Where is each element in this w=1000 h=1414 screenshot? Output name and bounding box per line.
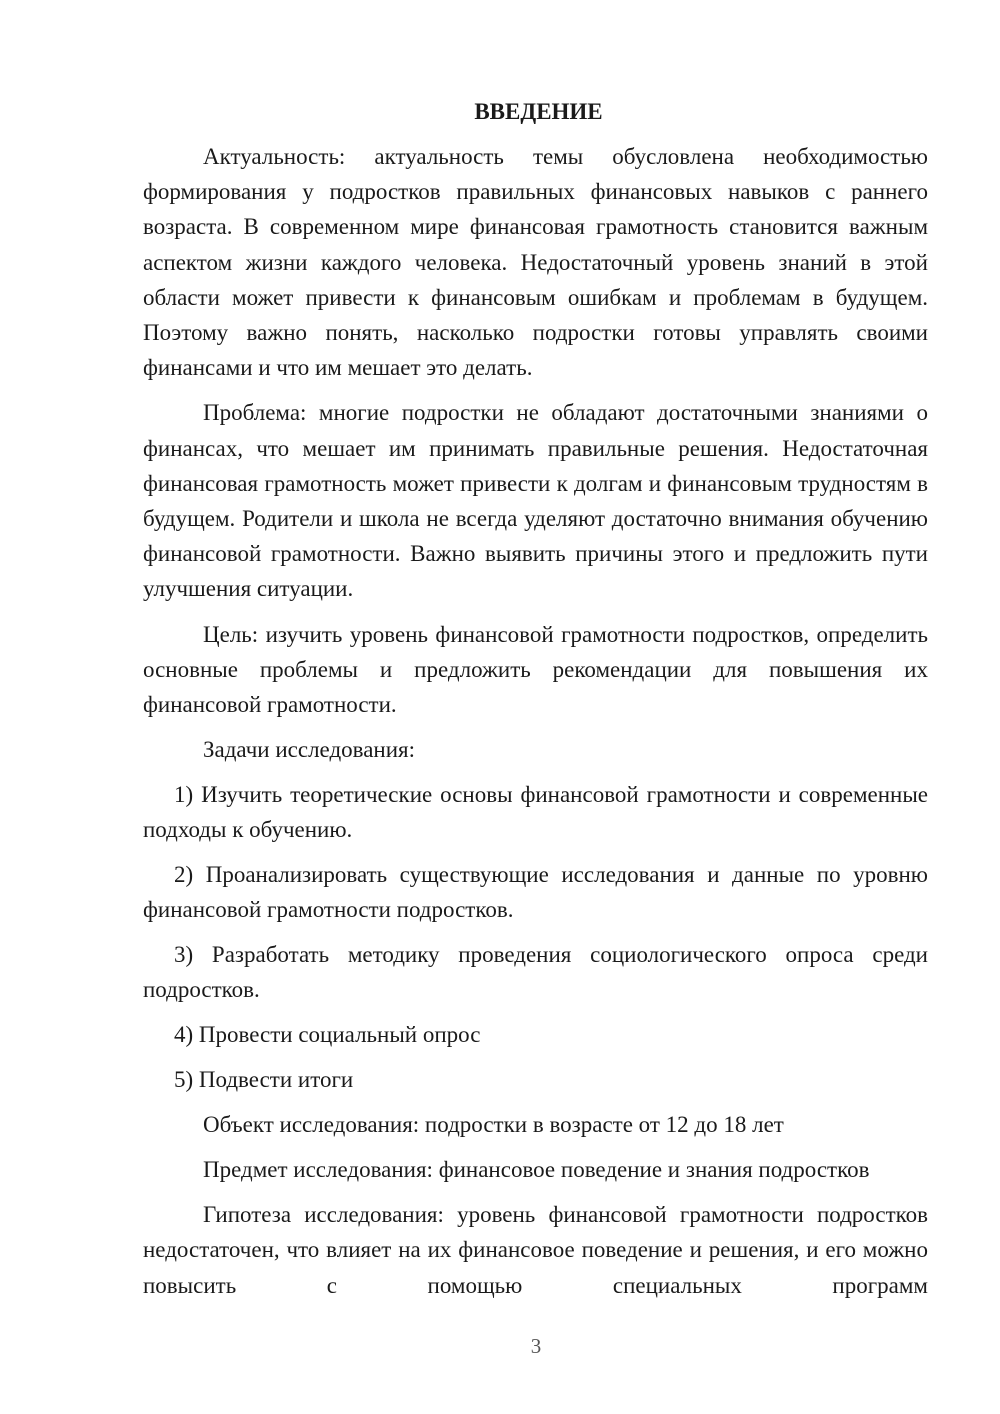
- page-number: 3: [530, 1334, 542, 1358]
- task-item-4: 4) Провести социальный опрос: [174, 1022, 481, 1048]
- task-item-2: 2) Проанализировать существующие исследования и данные по уровню финансовой грамотности подростков.: [143, 862, 928, 923]
- task-item-5: 5) Подвести итоги: [174, 1067, 354, 1093]
- paragraph-problem: Проблема: многие подростки не обладают достаточными знаниями о финансах, что мешает им принимать правильные решения. Недостаточная финансовая грамотность может привести к долгам и финансовым трудностям в будущем. Родители и школа не всегда уделяют достаточно внимания обучению финансовой грамотности. Важно выявить причины этого и предложить пути улучшения ситуации.: [143, 400, 928, 602]
- research-hypothesis: Гипотеза исследования: уровень финансовой грамотности подростков недостаточен, что влияет на их финансовое поведение и решения, и его можно повысить с помощью специальных программ: [143, 1202, 928, 1298]
- paragraph-relevance: Актуальность: актуальность темы обусловлена необходимостью формирования у подростков правильных финансовых навыков с раннего возраста. В современном мире финансовая грамотность становится важным аспектом жизни каждого человека. Недостаточный уровень знаний в этой области может привести к финансовым ошибкам и проблемам в будущем. Поэтому важно понять, насколько подростки готовы управлять своими финансами и что им мешает это делать.: [143, 144, 928, 381]
- research-object: Объект исследования: подростки в возрасте от 12 до 18 лет: [203, 1112, 784, 1138]
- page-content: [143, 94, 928, 1303]
- section-title: ВВЕДЕНИЕ: [474, 99, 603, 124]
- paragraph-goal: Цель: изучить уровень финансовой грамотности подростков, определить основные проблемы и предложить рекомендации для повышения их финансовой грамотности.: [143, 621, 928, 718]
- task-item-3: 3) Разработать методику проведения социологического опроса среди подростков.: [143, 942, 928, 1003]
- tasks-heading: Задачи исследования:: [203, 737, 416, 763]
- research-subject: Предмет исследования: финансовое поведение и знания подростков: [203, 1157, 870, 1183]
- task-item-1: 1) Изучить теоретические основы финансовой грамотности и современные подходы к обучению.: [143, 782, 928, 843]
